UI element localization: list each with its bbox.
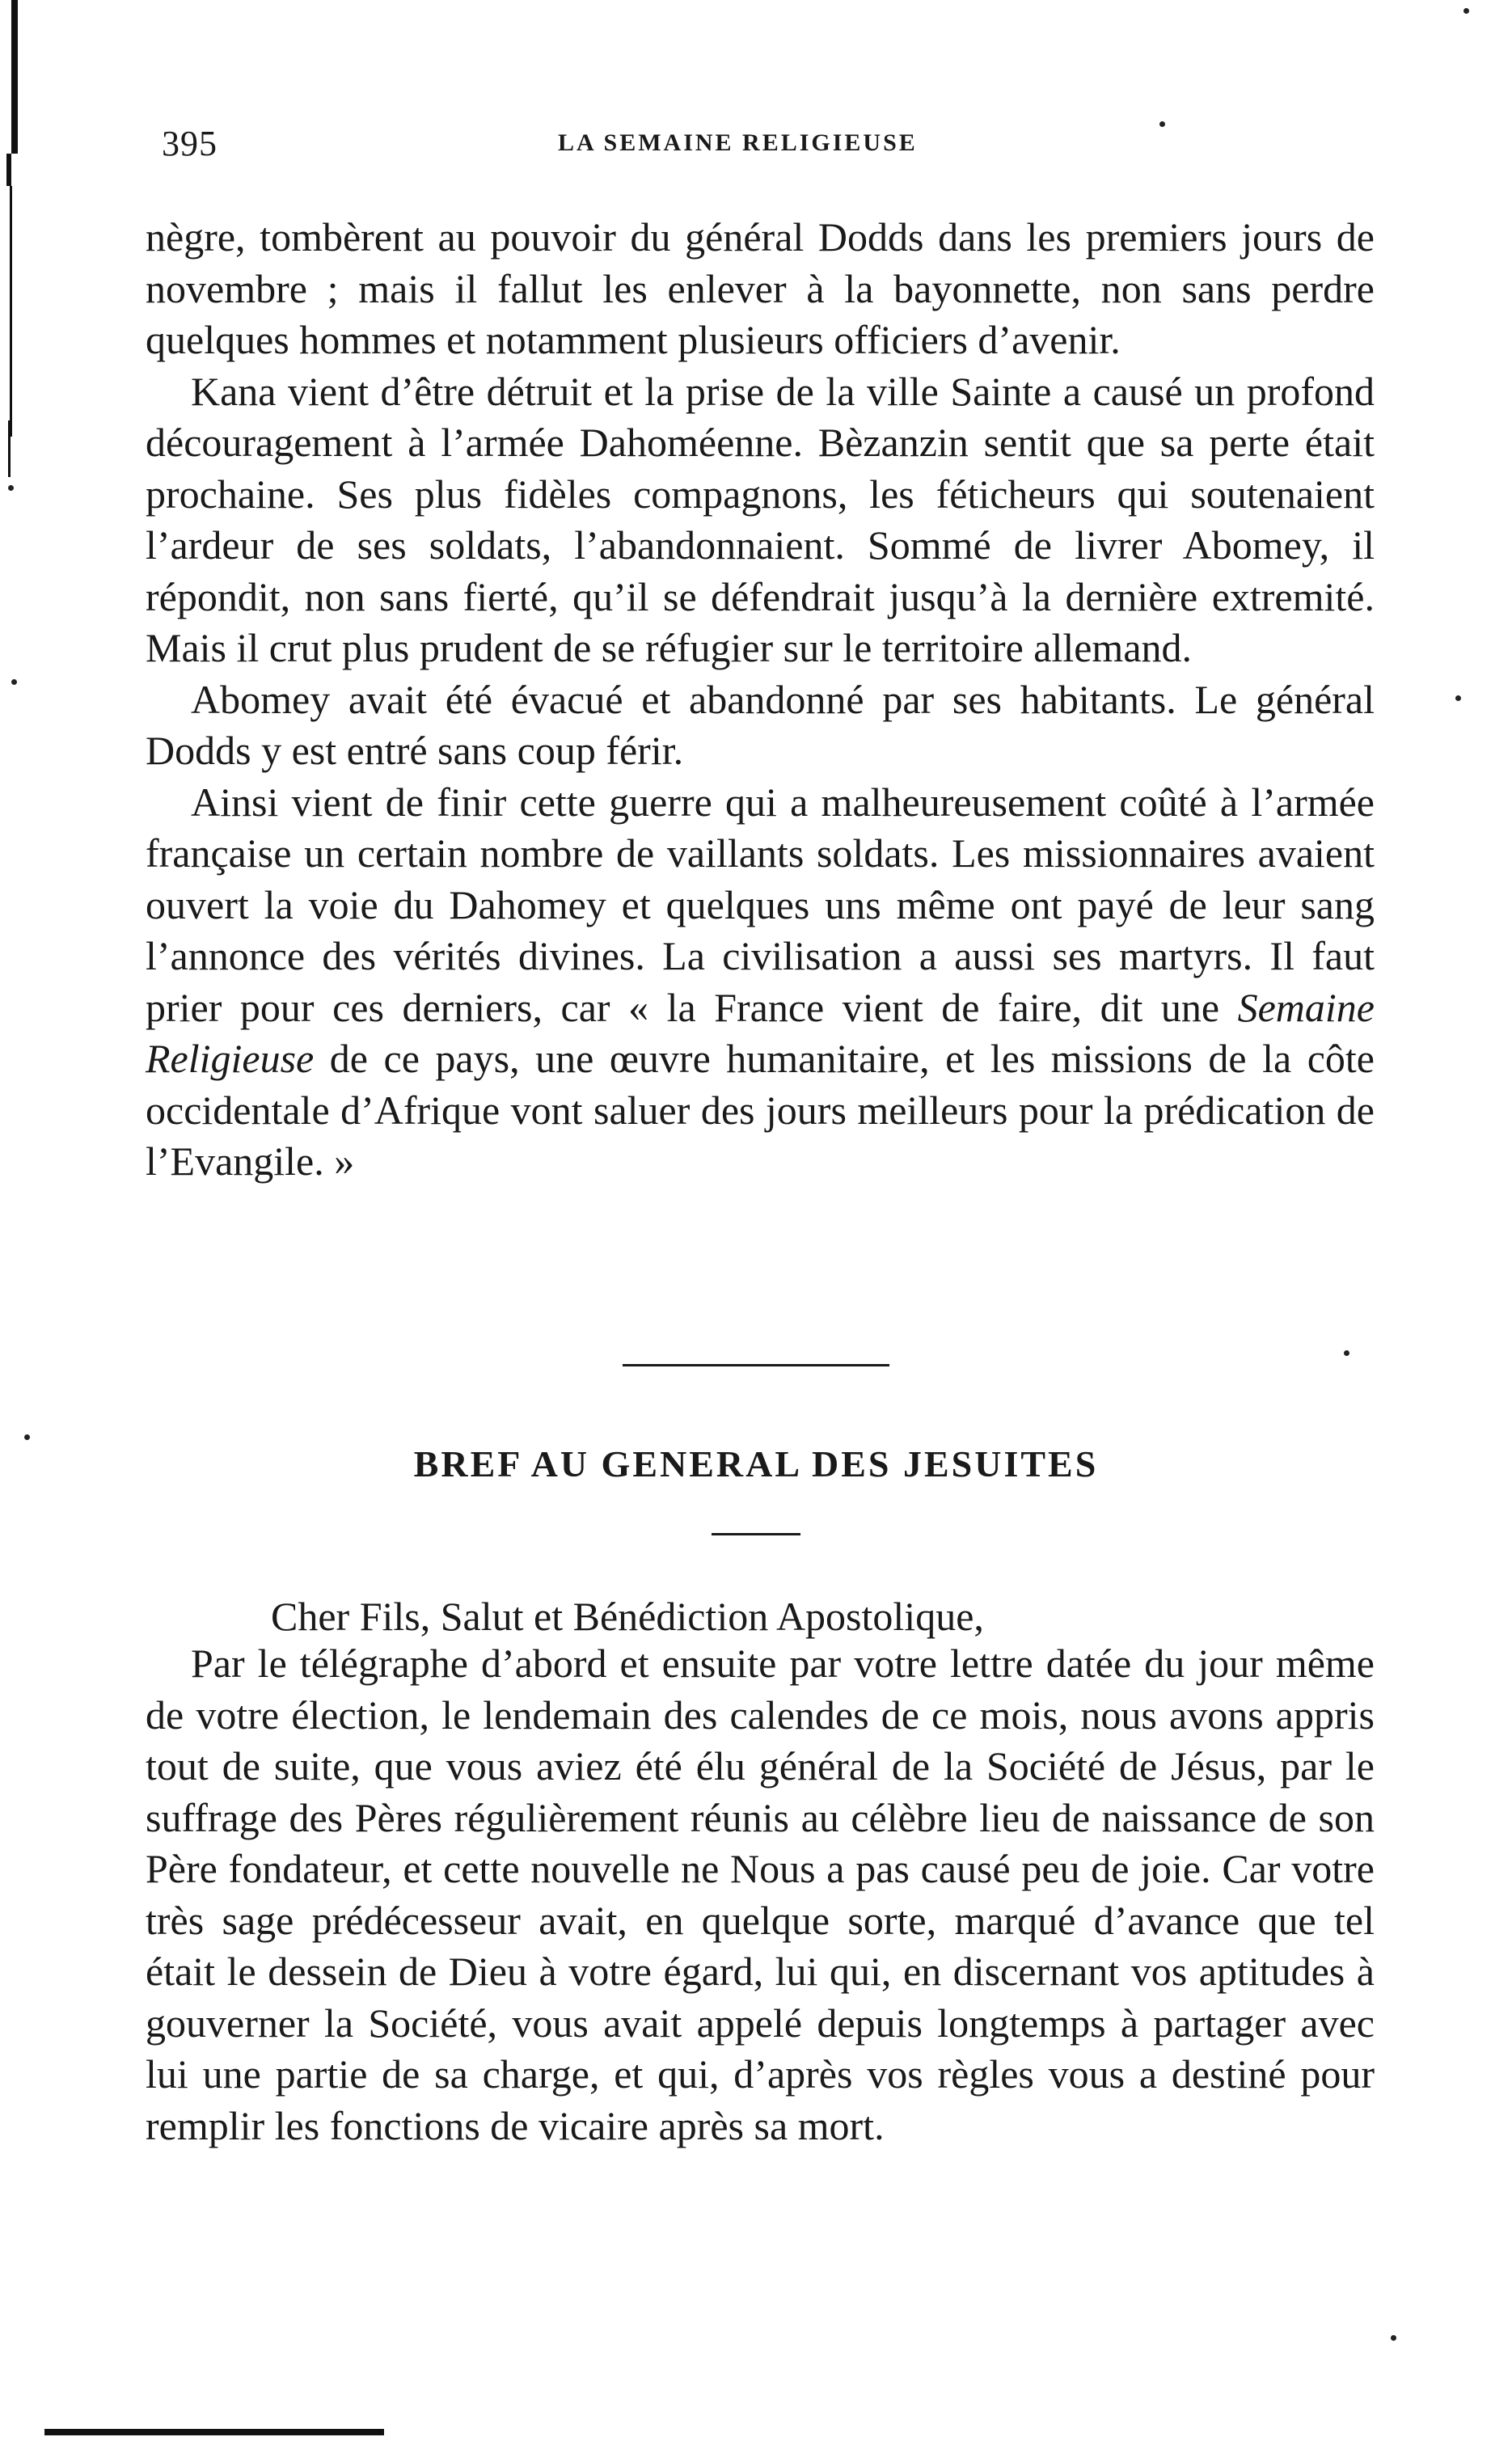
section-title: BREF AU GENERAL DES JESUITES <box>413 1443 1099 1485</box>
section-separator-rule <box>623 1364 889 1366</box>
article-continuation <box>146 212 1375 1188</box>
page-header <box>162 123 1375 163</box>
scan-edge-mark <box>10 186 12 437</box>
paragraph-with-citation <box>146 777 1375 1188</box>
bottom-edge-mark <box>44 2429 384 2435</box>
scan-speck <box>11 679 17 685</box>
scan-speck <box>8 485 14 491</box>
scan-speck <box>1463 8 1469 14</box>
scan-speck <box>1344 1350 1349 1356</box>
running-head: LA SEMAINE RELIGIEUSE <box>558 129 918 156</box>
paragraph: nègre, tombèrent au pouvoir du général Dodds dans les premiers jours de novembre ; mais il fallut les enlever à la bayonnette, non sans perdre quelques hommes et notamment plusieurs officiers d’avenir. <box>146 214 1375 362</box>
title-underline-rule <box>712 1533 800 1535</box>
scan-edge-mark <box>6 154 11 186</box>
paragraph: Par le télégraphe d’abord et ensuite par votre lettre datée du jour même de votre élection, le lendemain des calendes de ce mois, nous avons appris tout de suite, que vous aviez été élu général de la Société de Jésus, par le suffrage des Pères régulièrement réunis au célèbre lieu de naissance de son Père fondateur, et cette nouvelle ne Nous a pas causé peu de joie. Car votre très sage prédécesseur avait, en quelque sorte, marqué d’avance que tel était le dessein de Dieu à votre égard, lui qui, en discernant vos aptitudes à gouverner la Société, vous avait appelé depuis longtemps à partager avec lui une partie de sa charge, et qui, d’après vos règles vous a destiné pour remplir les fonctions de vicaire après sa mort. <box>146 1641 1375 2148</box>
scan-edge-mark <box>8 420 11 477</box>
publication-title: Semaine Religieuse <box>146 984 1375 1081</box>
paragraph: Kana vient d’être détruit et la prise de la ville Sainte a causé un profond découragement à l’armée Dahoméenne. Bèzanzin sentit que sa perte était prochaine. Ses plus fidèles compagnons, les féticheurs qui soutenaient l’ardeur de ses soldats, l’abandonnaient. Sommé de livrer Abomey, il répondit, non sans fierté, qu’il se défendrait jusqu’à la dernière extremité. Mais il crut plus prudent de se réfugier sur le territoire allemand. <box>146 368 1375 670</box>
text-run: de ce pays, une œuvre humanitaire, et les missions de la côte occidentale d’Afrique vont saluer des jours meilleurs pour la prédication de l’Evangile. » <box>146 1036 1375 1184</box>
text-run: Ainsi vient de finir cette guerre qui a malheureusement coûté à l’armée française un certain nombre de vaillants soldats. Les missionnaires avaient ouvert la voie du Dahomey et quelques uns même ont payé de leur sang l’annonce des vérités divines. La civilisation a aussi ses martyrs. Il faut prier pour ces derniers, car « la France vient de faire, dit une <box>146 779 1375 1030</box>
paragraph: Abomey avait été évacué et abandonné par ses habitants. Le général Dodds y est entré sans coup férir. <box>146 676 1375 773</box>
scan-speck <box>1391 2335 1396 2341</box>
letter-body <box>146 1638 1375 2152</box>
page-number: 395 <box>162 124 218 163</box>
scan-speck <box>1455 695 1461 701</box>
scan-speck <box>24 1434 30 1440</box>
scan-edge-mark <box>11 0 18 154</box>
salutation: Cher Fils, Salut et Bénédiction Apostolique, <box>271 1594 984 1639</box>
